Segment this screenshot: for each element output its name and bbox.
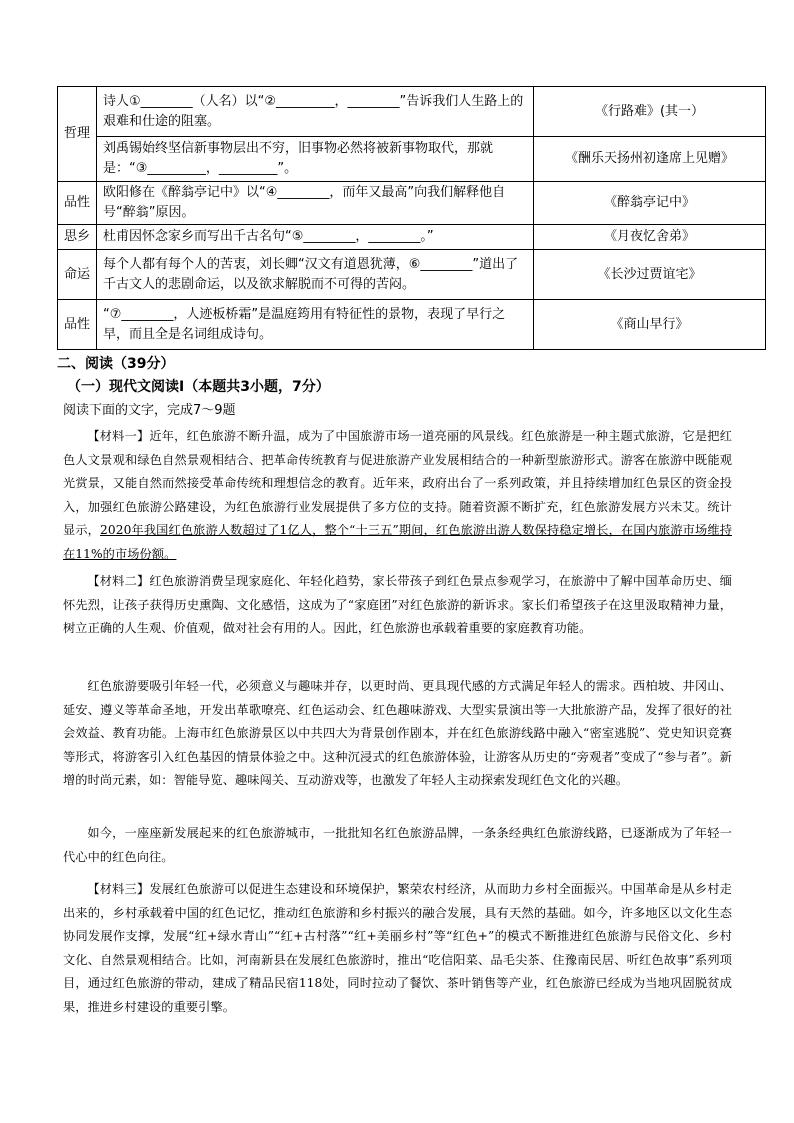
table-row — [58, 300, 766, 350]
category-cell: 哲理 — [58, 87, 97, 182]
youth-appeal-paragraph: 红色旅游要吸引年轻一代，必须意义与趣味并存，以更时尚、更具现代感的方式满足年轻人的需求。西柏坡、井冈山、延安、遵义等革命圣地，开发出革歌嘹亮、红色运动会、红色趣味游戏、大型实景演出等一大批旅游产品，发挥了很好的社会效益、教育功能。上海市红色旅游景区以中共四大为背景创作剧本，并在红色旅游线路中融入“密室逃脱”、党史知识竞赛等形式，将游客引入红色基因的情景体验之中。这种沉浸式的红色旅游体验，让游客从历史的“旁观者”变成了“参与者”。新增的时尚元素，如：智能导览、趣味闯关、互动游戏等，也激发了年轻人主动探索发现红色文化的兴趣。 — [63, 679, 732, 788]
source-cell: 《商山早行》 — [534, 300, 766, 350]
content-cell: 刘禹锡始终坚信新事物层出不穷，旧事物必然将被新事物取代，那就是：“③_________，_________”。 — [97, 137, 534, 182]
material-one-paragraph — [63, 425, 732, 567]
table-row — [58, 87, 766, 137]
source-cell: 《长沙过贾谊宅》 — [534, 250, 766, 300]
section-title: 二、阅读（39分） — [57, 356, 175, 372]
table-row — [58, 225, 766, 250]
material-two-paragraph: 【材料二】红色旅游消费呈现家庭化、年轻化趋势，家长带孩子到红色景点参观学习，在旅游中了解中国革命历史、缅怀先烈，让孩子获得历史熏陶、文化感悟，这成为了“家庭团”对红色旅游的新诉求。家长们希望孩子在这里汲取精神力量，树立正确的人生观、价值观，做对社会有用的人。因此，红色旅游也承载着重要的家庭教育功能。 — [63, 574, 732, 636]
material-one-text: 【材料一】近年，红色旅游不断升温，成为了中国旅游市场一道亮丽的风景线。红色旅游是一种主题式旅游，它是把红色人文景观和绿色自然景观相结合、把革命传统教育与促进旅游产业发展相结合的一种新型旅游形式。游客在旅游中既能观光赏景，又能自然而然接受革命传统和理想信念的教育。近年来，政府出台了一系列政策，并且持续增加红色景区的资金投入，加强红色旅游公路建设，为红色旅游行业发展提供了多方位的支持。随着资源不断扩充，红色旅游发展方兴未艾。统计显示， — [63, 429, 732, 538]
instruction-text: 阅读下面的文字，完成7～9题 — [63, 403, 236, 418]
category-cell: 命运 — [58, 250, 97, 300]
table-row — [58, 137, 766, 182]
table-row — [58, 250, 766, 300]
category-cell: 品性 — [58, 300, 97, 350]
content-cell: “⑦________，人迹板桥霜”是温庭筠用有特征性的景物，表现了早行之早，而且全是名词组成诗句。 — [97, 300, 534, 350]
source-cell: 《月夜忆舍弟》 — [534, 225, 766, 250]
source-cell: 《行路难》(其一） — [534, 87, 766, 137]
content-cell: 诗人①________（人名）以“②_________，________”告诉我们人生路上的艰难和仕途的阻塞。 — [97, 87, 534, 137]
content-cell: 杜甫因怀念家乡而写出千古名句“⑤________，________。” — [97, 225, 534, 250]
content-cell: 每个人都有每个人的苦衷，刘长卿“汉文有道恩犹薄，⑥________”道出了千古文人的悲剧命运，以及欲求解脱而不可得的苦闷。 — [97, 250, 534, 300]
source-cell: 《酬乐天扬州初逢席上见赠》 — [534, 137, 766, 182]
category-cell: 思乡 — [58, 225, 97, 250]
section-subtitle: （一）现代文阅读Ⅰ（本题共3小题，7分） — [67, 379, 330, 395]
underlined-statistic: 2020年我国红色旅游人数超过了1亿人，整个“十三五”期间，红色旅游出游人数保持稳定增长，在国内旅游市场维持在11%的市场份额。 — [63, 523, 732, 561]
table-row — [58, 182, 766, 225]
material-three-paragraph: 【材料三】发展红色旅游可以促进生态建设和环境保护，繁荣农村经济，从而助力乡村全面振兴。中国革命是从乡村走出来的，乡村承载着中国的红色记忆，推动红色旅游和乡村振兴的融合发展，具有天然的基础。如今，许多地区以文化生态协同发展作支撑，发展“红+绿水青山”“红+古村落”“红+美丽乡村”等“红色+”的模式不断推进红色旅游与民俗文化、乡村文化、自然景观相结合。比如，河南新县在发展红色旅游时，推出“吃信阳菜、品毛尖茶、住豫南民居、听红色故事”系列项目，通过红色旅游的带动，建成了精品民宿118处，同时拉动了餐饮、茶叶销售等产业，红色旅游已经成为当地巩固脱贫成果，推进乡村建设的重要引擎。 — [63, 882, 732, 1014]
poetry-table — [57, 86, 766, 350]
source-cell: 《醉翁亭记中》 — [534, 182, 766, 225]
category-cell: 品性 — [58, 182, 97, 225]
content-cell: 欧阳修在《醉翁亭记中》以“④________，而年又最高”向我们解释他自号“醉翁”原因。 — [97, 182, 534, 225]
red-destination-paragraph: 如今，一座座新发展起来的红色旅游城市，一批批知名红色旅游品牌，一条条经典红色旅游线路，已逐渐成为了年轻一代心中的红色向往。 — [63, 826, 732, 864]
